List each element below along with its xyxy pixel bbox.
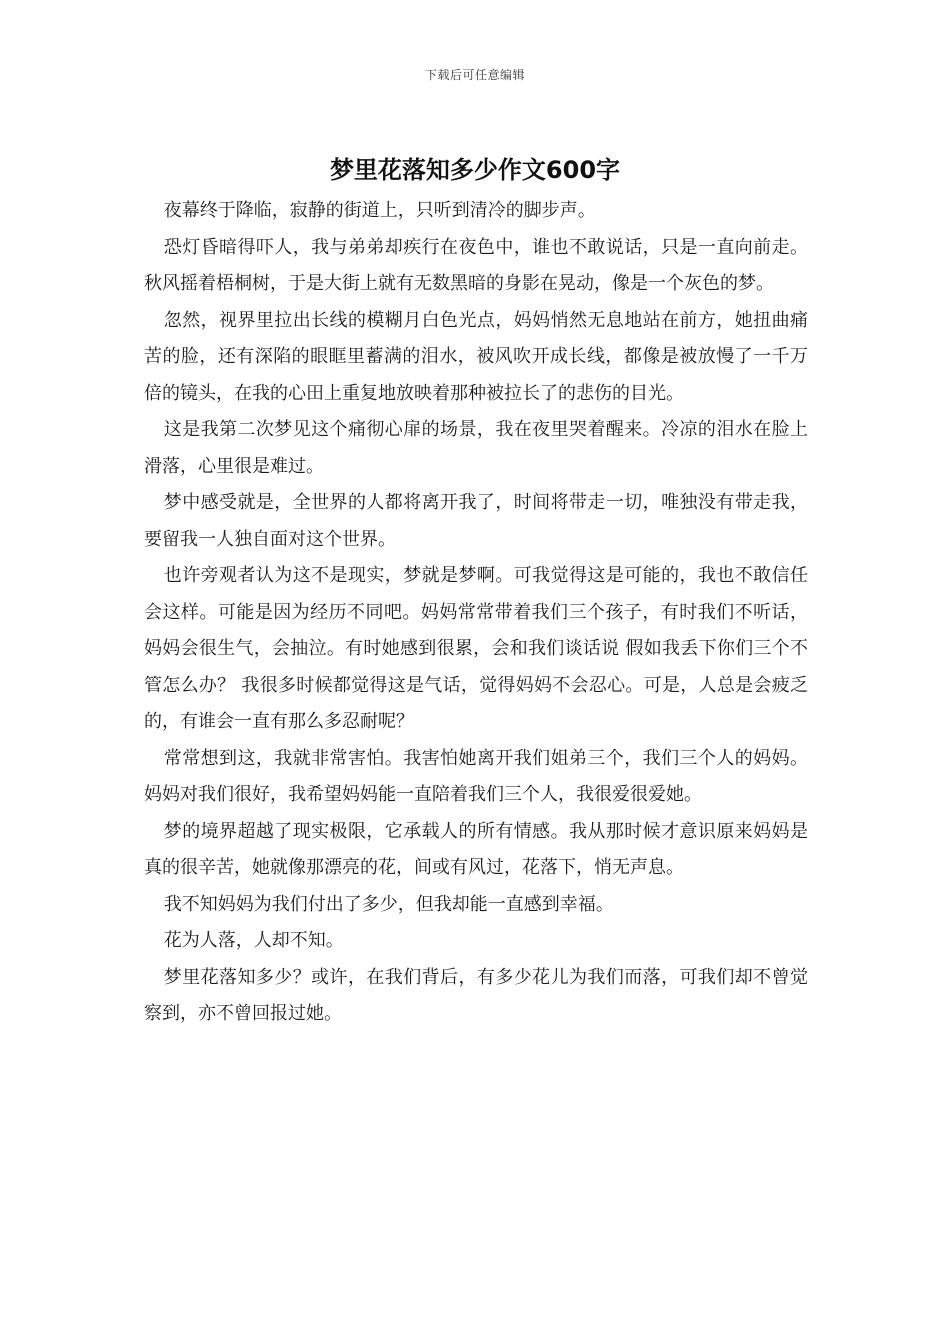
paragraph: 恐灯昏暗得吓人，我与弟弟却疾行在夜色中，谁也不敢说话，只是一直向前走。秋风摇着梧桐树，于是大街上就有无数黑暗的身影在晃动，像是一个灰色的梦。 xyxy=(144,236,808,294)
paragraph: 这是我第二次梦见这个痛彻心扉的场景，我在夜里哭着醒来。冷凉的泪水在脸上滑落，心里很是难过。 xyxy=(144,419,808,477)
paragraph: 夜幕终于降临，寂静的街道上，只听到清冷的脚步声。 xyxy=(163,200,596,221)
paragraph: 忽然，视界里拉出长线的模糊月白色光点，妈妈悄然无息地站在前方，她扭曲痛苦的脸，还有深陷的眼眶里蓄满的泪水，被风吹开成长线，都像是被放慢了一千万倍的镜头，在我的心田上重复地放映着那种被拉长了的悲伤的目光。 xyxy=(144,309,808,404)
paragraph: 常常想到这，我就非常害怕。我害怕她离开我们姐弟三个，我们三个人的妈妈。妈妈对我们很好，我希望妈妈能一直陪着我们三个人，我很爱很爱她。 xyxy=(144,747,808,805)
paragraph: 梦的境界超越了现实极限，它承载人的所有情感。我从那时候才意识原来妈妈是真的很辛苦，她就像那漂亮的花，间或有风过，花落下，悄无声息。 xyxy=(144,820,808,878)
paragraph: 梦中感受就是，全世界的人都将离开我了，时间将带走一切，唯独没有带走我，要留我一人独自面对这个世界。 xyxy=(144,492,808,550)
paragraph: 我不知妈妈为我们付出了多少，但我却能一直感到幸福。 xyxy=(163,893,614,915)
header-note: 下载后可任意编辑 xyxy=(424,68,525,82)
essay-body xyxy=(144,193,808,1033)
paragraph: 花为人落，人却不知。 xyxy=(163,930,344,951)
page-title: 梦里花落知多少作文600字 xyxy=(329,156,621,184)
paragraph: 也许旁观者认为这不是现实，梦就是梦啊。可我觉得这是可能的，我也不敢信任会这样。可能是因为经历不同吧。妈妈常常带着我们三个孩子，有时我们不听话，妈妈会很生气，会抽泣。有时她感到很累，会和我们谈话说 假如我丢下你们三个不管怎么办？ 我很多时候都觉得这是气话，觉得妈妈不会忍心。可是，人总是会疲乏的，有谁会一直有那么多忍耐呢？ xyxy=(144,565,808,732)
paragraph: 梦里花落知多少？或许，在我们背后，有多少花儿为我们而落，可我们却不曾觉察到，亦不曾回报过她。 xyxy=(144,966,808,1024)
